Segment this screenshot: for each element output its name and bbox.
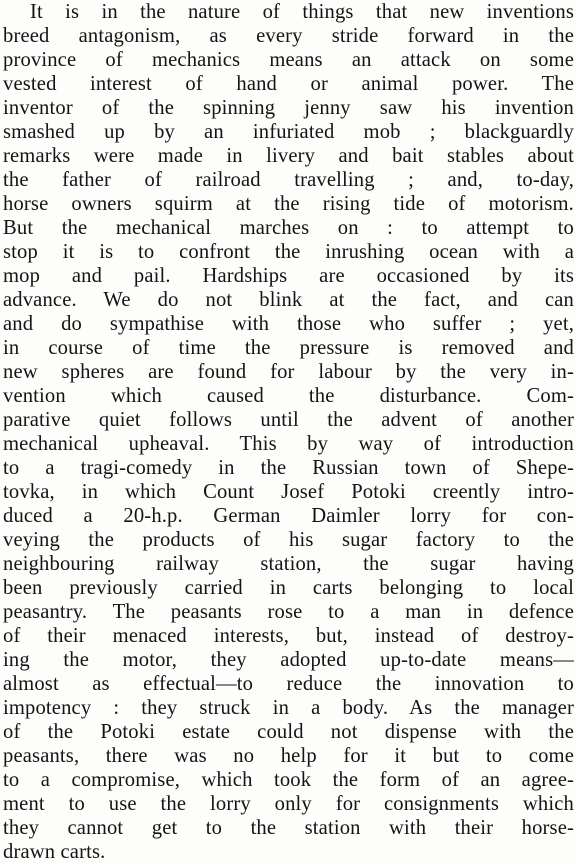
article-line: horse owners squirm at the rising tide of motorism. (3, 193, 574, 215)
article-line: vested interest of hand or animal power. The (3, 73, 574, 95)
article-line: the father of railroad travelling ; and, to-day, (3, 169, 574, 191)
article-line: drawn carts. (3, 841, 106, 863)
article-line: breed antagonism, as every stride forward in the (3, 25, 574, 47)
article-line: neighbouring railway station, the sugar having (3, 553, 574, 575)
article-line: But the mechanical marches on : to attempt to (3, 217, 574, 239)
article-line: stop it is to confront the inrushing ocean with a (3, 241, 574, 263)
article-line: vention which caused the disturbance. Com- (3, 385, 574, 407)
article-line: ing the motor, they adopted up-to-date means— (3, 649, 574, 671)
article-line: and do sympathise with those who suffer ; yet, (3, 313, 574, 335)
article-line: It is in the nature of things that new inventions (30, 1, 574, 23)
article-line: impotency : they struck in a body. As the manager (3, 697, 574, 719)
article-line: to a tragi-comedy in the Russian town of Shepe- (3, 457, 574, 479)
article-line: parative quiet follows until the advent of another (3, 409, 574, 431)
article-line: mechanical upheaval. This by way of introduction (3, 433, 574, 455)
article-line: advance. We do not blink at the fact, and can (3, 289, 574, 311)
article-line: in course of time the pressure is removed and (3, 337, 574, 359)
article-line: peasants, there was no help for it but to come (3, 745, 574, 767)
article-line: ment to use the lorry only for consignments which (3, 793, 574, 815)
article-line: to a compromise, which took the form of an agree- (3, 769, 574, 791)
article-line: mop and pail. Hardships are occasioned by its (3, 265, 574, 287)
article-line: duced a 20-h.p. German Daimler lorry for con- (3, 505, 574, 527)
article-line: been previously carried in carts belonging to local (3, 577, 574, 599)
article-line: smashed up by an infuriated mob ; blackguardly (3, 121, 574, 143)
article-line: of their menaced interests, but, instead of destroy- (3, 625, 574, 647)
article-line: they cannot get to the station with their horse- (3, 817, 574, 839)
article-line: tovka, in which Count Josef Potoki creently intro- (3, 481, 574, 503)
article-line: veying the products of his sugar factory to the (3, 529, 574, 551)
article-line: peasantry. The peasants rose to a man in defence (3, 601, 574, 623)
article-line: almost as effectual—to reduce the innovation to (3, 673, 574, 695)
article-line: inventor of the spinning jenny saw his invention (3, 97, 574, 119)
article-line: province of mechanics means an attack on some (3, 49, 574, 71)
article-line: remarks were made in livery and bait stables about (3, 145, 574, 167)
article-line: new spheres are found for labour by the very in- (3, 361, 574, 383)
article-line: of the Potoki estate could not dispense with the (3, 721, 574, 743)
